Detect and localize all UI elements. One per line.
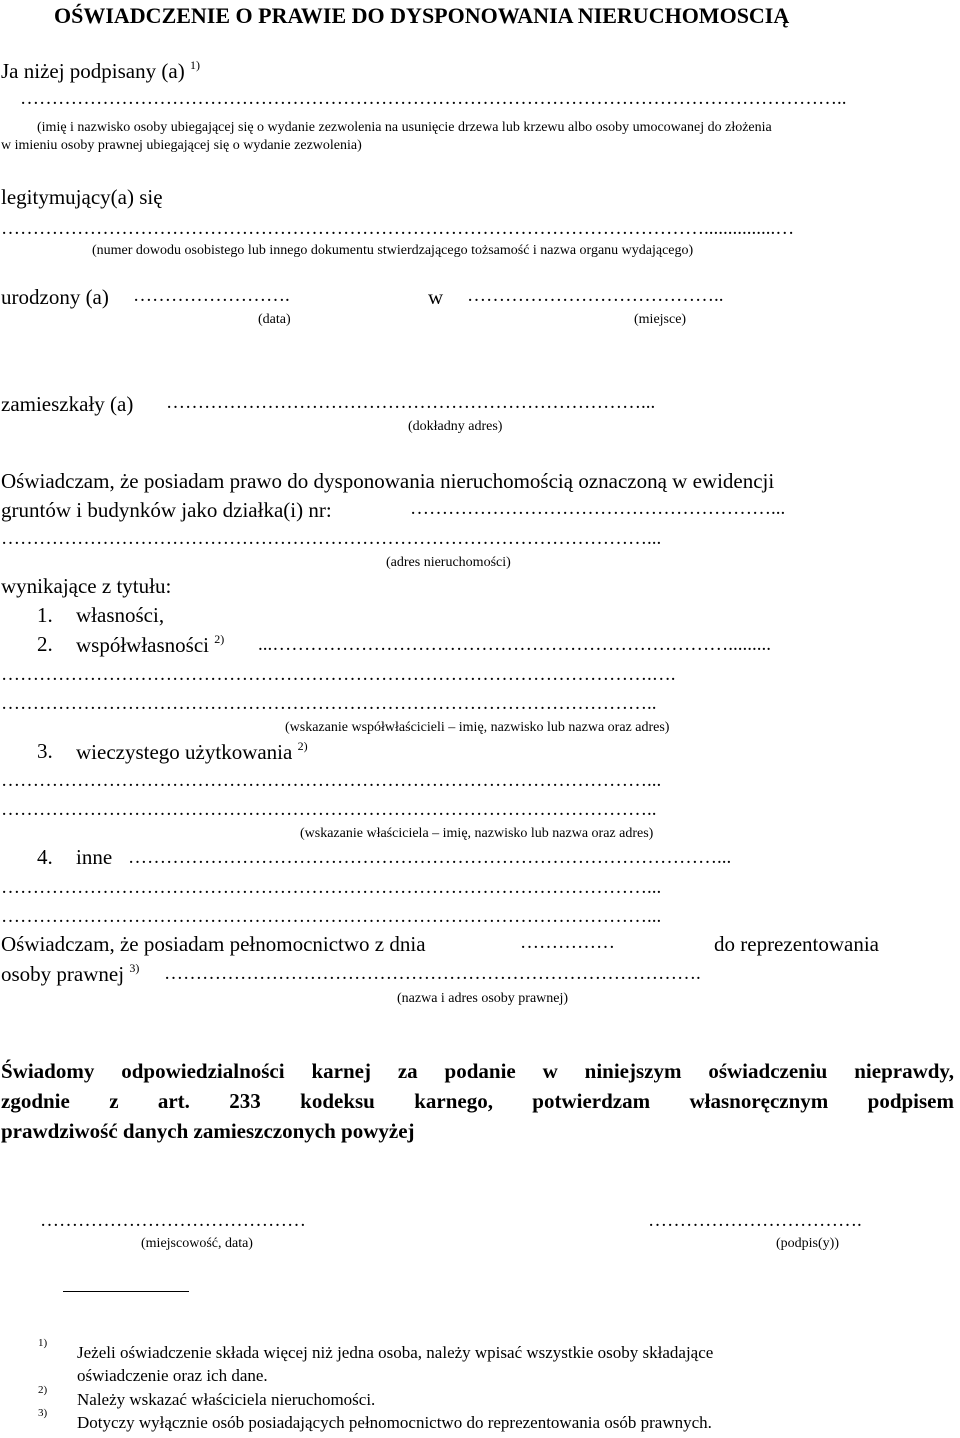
title-basis-label: wynikające z tytułu: [1, 574, 172, 598]
item4-number: 4. [37, 845, 53, 869]
id-document-caption: (numer dowodu osobistego lub innego dokumentu stwierdzającego tożsamość i nazwa organu wydającego) [92, 243, 694, 258]
co-owners-field-2[interactable]: ………………………………………………………………………………………….…. [1, 664, 676, 685]
birth-in-word: w [428, 285, 444, 309]
legal-entity-field[interactable]: …………………………………………………………………………. [164, 963, 701, 984]
footnote-3-line1: Dotyczy wyłącznie osób posiadających pełnomocnictwo do reprezentowania osób prawnych. [77, 1413, 712, 1432]
signature-place-date-caption: (miejscowość, data) [141, 1236, 253, 1251]
signature-place-date-field[interactable]: …………………………………… [40, 1210, 306, 1231]
footnote-ref-3: 3) [129, 961, 140, 975]
owner-caption: (wskazanie właściciela – imię, nazwisko lub nazwa oraz adres) [300, 826, 654, 841]
legal-entity-caption: (nazwa i adres osoby prawnej) [397, 991, 569, 1006]
document-title: OŚWIADCZENIE O PRAWIE DO DYSPONOWANIA NIERUCHOMOSCIĄ [54, 3, 790, 28]
footnote-ref-2b: 2) [297, 739, 308, 753]
property-address-caption: (adres nieruchomości) [386, 555, 511, 570]
item1-number: 1. [37, 603, 53, 627]
responsibility-line3: prawdziwość danych zamieszczonych powyżej [1, 1119, 415, 1143]
responsibility-line1: Świadomy odpowiedzialności karnej za podanie w niniejszym oświadczeniu nieprawdy, [1, 1059, 954, 1083]
birth-place-caption: (miejsce) [634, 312, 687, 327]
co-owners-caption: (wskazanie współwłaścicieli – imię, nazwisko lub nazwa oraz adres) [285, 720, 670, 735]
owner-field-2[interactable]: ………………………………………………………………………………………….. [1, 799, 657, 820]
birth-place-field[interactable]: ………………………………….. [467, 285, 724, 306]
co-owners-field-1[interactable]: ...………………………………………………………………......... [258, 634, 771, 655]
poa-text-2: do reprezentowania [714, 932, 879, 956]
birth-label: urodzony (a) [1, 285, 109, 309]
owner-field-1[interactable]: …………………………………………………………………………………………... [1, 770, 662, 791]
footnote-ref-1: 1) [189, 58, 200, 72]
other-field-1[interactable]: …………………………………………………………………………………... [128, 847, 732, 868]
poa-text-1: Oświadczam, że posiadam pełnomocnictwo z dnia [1, 932, 426, 956]
footnote-1-line1: Jeżeli oświadczenie składa więcej niż jedna osoba, należy wpisać wszystkie osoby składające [77, 1343, 714, 1362]
id-document-label: legitymujący(a) się [1, 185, 163, 209]
applicant-name-field[interactable]: ………………………………………………………………………………………………………………….. [20, 88, 847, 109]
id-document-field[interactable]: …………………………………………………………………………………………………...............… [1, 218, 795, 239]
applicant-caption-line2: w imieniu osoby prawnej ubiegającej się o wydanie zezwolenia) [1, 138, 362, 153]
footnote-2-number: 2) [38, 1384, 48, 1396]
footnote-ref-2: 2) [214, 632, 225, 646]
item3-perpetual-usufruct [76, 739, 308, 765]
signature-caption: (podpis(y)) [776, 1236, 839, 1251]
declaration-line2: gruntów i budynków jako działka(i) nr: [1, 498, 332, 522]
poa-date-field[interactable]: …………… [520, 932, 615, 953]
residence-field[interactable]: …………………………………………………………………... [166, 392, 656, 413]
other-field-3[interactable]: …………………………………………………………………………………………... [1, 906, 662, 927]
applicant-label [1, 58, 200, 84]
declaration-line1: Oświadczam, że posiadam prawo do dysponowania nieruchomością oznaczoną w ewidencji [1, 469, 775, 493]
poa-text-3 [1, 961, 139, 987]
item4-other: inne [76, 845, 113, 869]
poa-legal-entity-label: osoby prawnej [1, 962, 125, 986]
other-field-2[interactable]: …………………………………………………………………………………………... [1, 877, 662, 898]
parcel-number-field[interactable]: …………………………………………………... [410, 498, 786, 519]
responsibility-line2: zgodnie z art. 233 kodeksu karnego, potwierdzam własnoręcznym podpisem [1, 1089, 954, 1113]
footnote-1-line2: oświadczenie oraz ich dane. [77, 1366, 268, 1385]
property-address-field[interactable]: …………………………………………………………………………………………... [1, 528, 662, 549]
residence-caption: (dokładny adres) [408, 419, 503, 434]
item2-label: współwłasności [76, 633, 209, 657]
applicant-label-text: Ja niżej podpisany (a) [1, 59, 185, 83]
footnote-separator [63, 1291, 189, 1292]
footnote-2-line1: Należy wskazać właściciela nieruchomości. [77, 1390, 376, 1409]
birth-date-caption: (data) [258, 312, 291, 327]
item3-number: 3. [37, 739, 53, 763]
birth-date-field[interactable]: ……………………. [133, 285, 290, 306]
item2-co-ownership [76, 632, 224, 658]
applicant-caption-line1: (imię i nazwisko osoby ubiegającej się o wydanie zezwolenia na usunięcie drzewa lub krzewu albo osoby umocowanej do złożenia [37, 120, 772, 135]
item2-number: 2. [37, 632, 53, 656]
item1-ownership: własności, [76, 603, 165, 627]
signature-field[interactable]: ……………………………. [648, 1210, 862, 1231]
item3-label: wieczystego użytkowania [76, 740, 293, 764]
co-owners-field-3[interactable]: ………………………………………………………………………………………….. [1, 693, 657, 714]
footnote-3-number: 3) [38, 1407, 48, 1419]
residence-label: zamieszkały (a) [1, 392, 134, 416]
footnote-1-number: 1) [38, 1337, 48, 1349]
